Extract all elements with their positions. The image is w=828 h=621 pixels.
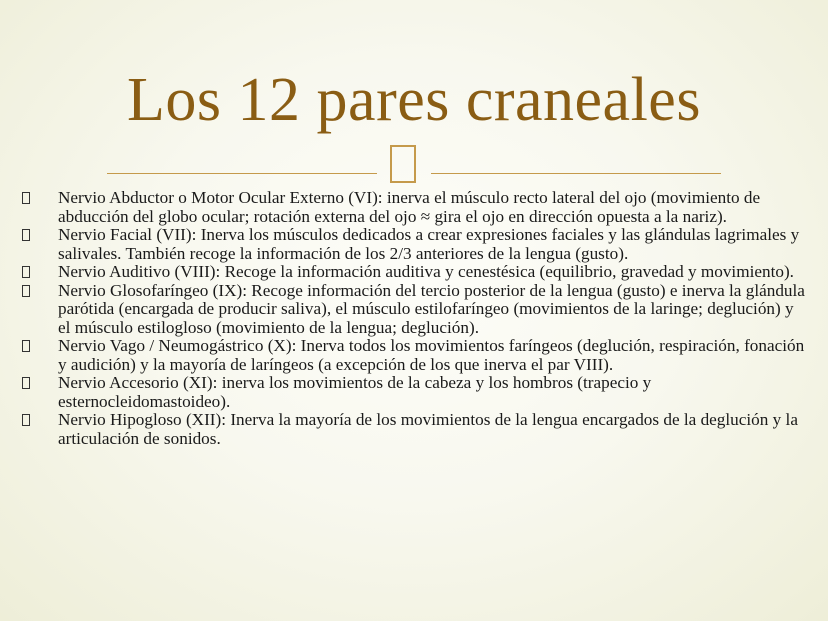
divider-line-right xyxy=(431,173,721,174)
list-item-text: Nervio Accesorio (XI): inerva los movimientos de la cabeza y los hombros (trapecio y esternocleidomastoideo). xyxy=(58,373,652,411)
list-item-text: Nervio Vago / Neumogástrico (X): Inerva todos los movimientos faríngeos (deglución, respiración, fonación y audición) y la mayoría de laríngeos (a excepción de los que inerva el par VIII). xyxy=(58,336,805,374)
bullet-icon xyxy=(22,285,30,297)
title-divider xyxy=(107,163,721,185)
list-item-text: Nervio Hipogloso (XII): Inerva la mayoría de los movimientos de la lengua encargados de la deglución y la articulación de sonidos. xyxy=(58,410,798,448)
list-item xyxy=(20,411,810,448)
list-item xyxy=(20,263,810,282)
divider-line-left xyxy=(107,173,377,174)
list-item-text: Nervio Facial (VII): Inerva los músculos dedicados a crear expresiones faciales y las glándulas lagrimales y salivales. También recoge la información de los 2/3 anteriores de la lengua (gusto). xyxy=(58,225,800,263)
list-item-text: Nervio Abductor o Motor Ocular Externo (VI): inerva el músculo recto lateral del ojo (movimiento de abducción del globo ocular; rotación externa del ojo ≈ gira el ojo en dirección opuesta a la nariz). xyxy=(58,188,761,226)
list-item xyxy=(20,189,810,226)
list-item xyxy=(20,282,810,338)
list-item xyxy=(20,374,810,411)
list-item-text: Nervio Glosofaríngeo (IX): Recoge información del tercio posterior de la lengua (gusto) e inerva la glándula parótida (encargada de producir saliva), el músculo estilofaríngeo (movimientos de la laringe; deglución) y el músculo estilogloso (movimiento de la lengua; deglución). xyxy=(58,280,805,337)
list-item xyxy=(20,337,810,374)
bullet-icon xyxy=(22,414,30,426)
bullet-icon xyxy=(22,266,30,278)
list-item xyxy=(20,226,810,263)
bullet-icon xyxy=(22,192,30,204)
bullet-icon xyxy=(22,377,30,389)
bullet-list xyxy=(20,189,810,448)
list-item-text: Nervio Auditivo (VIII): Recoge la información auditiva y cenestésica (equilibrio, gravedad y movimiento). xyxy=(58,262,794,281)
bullet-icon xyxy=(22,229,30,241)
slide-title: Los 12 pares craneales xyxy=(127,66,701,134)
bullet-icon xyxy=(22,340,30,352)
ornament-icon xyxy=(390,145,416,183)
